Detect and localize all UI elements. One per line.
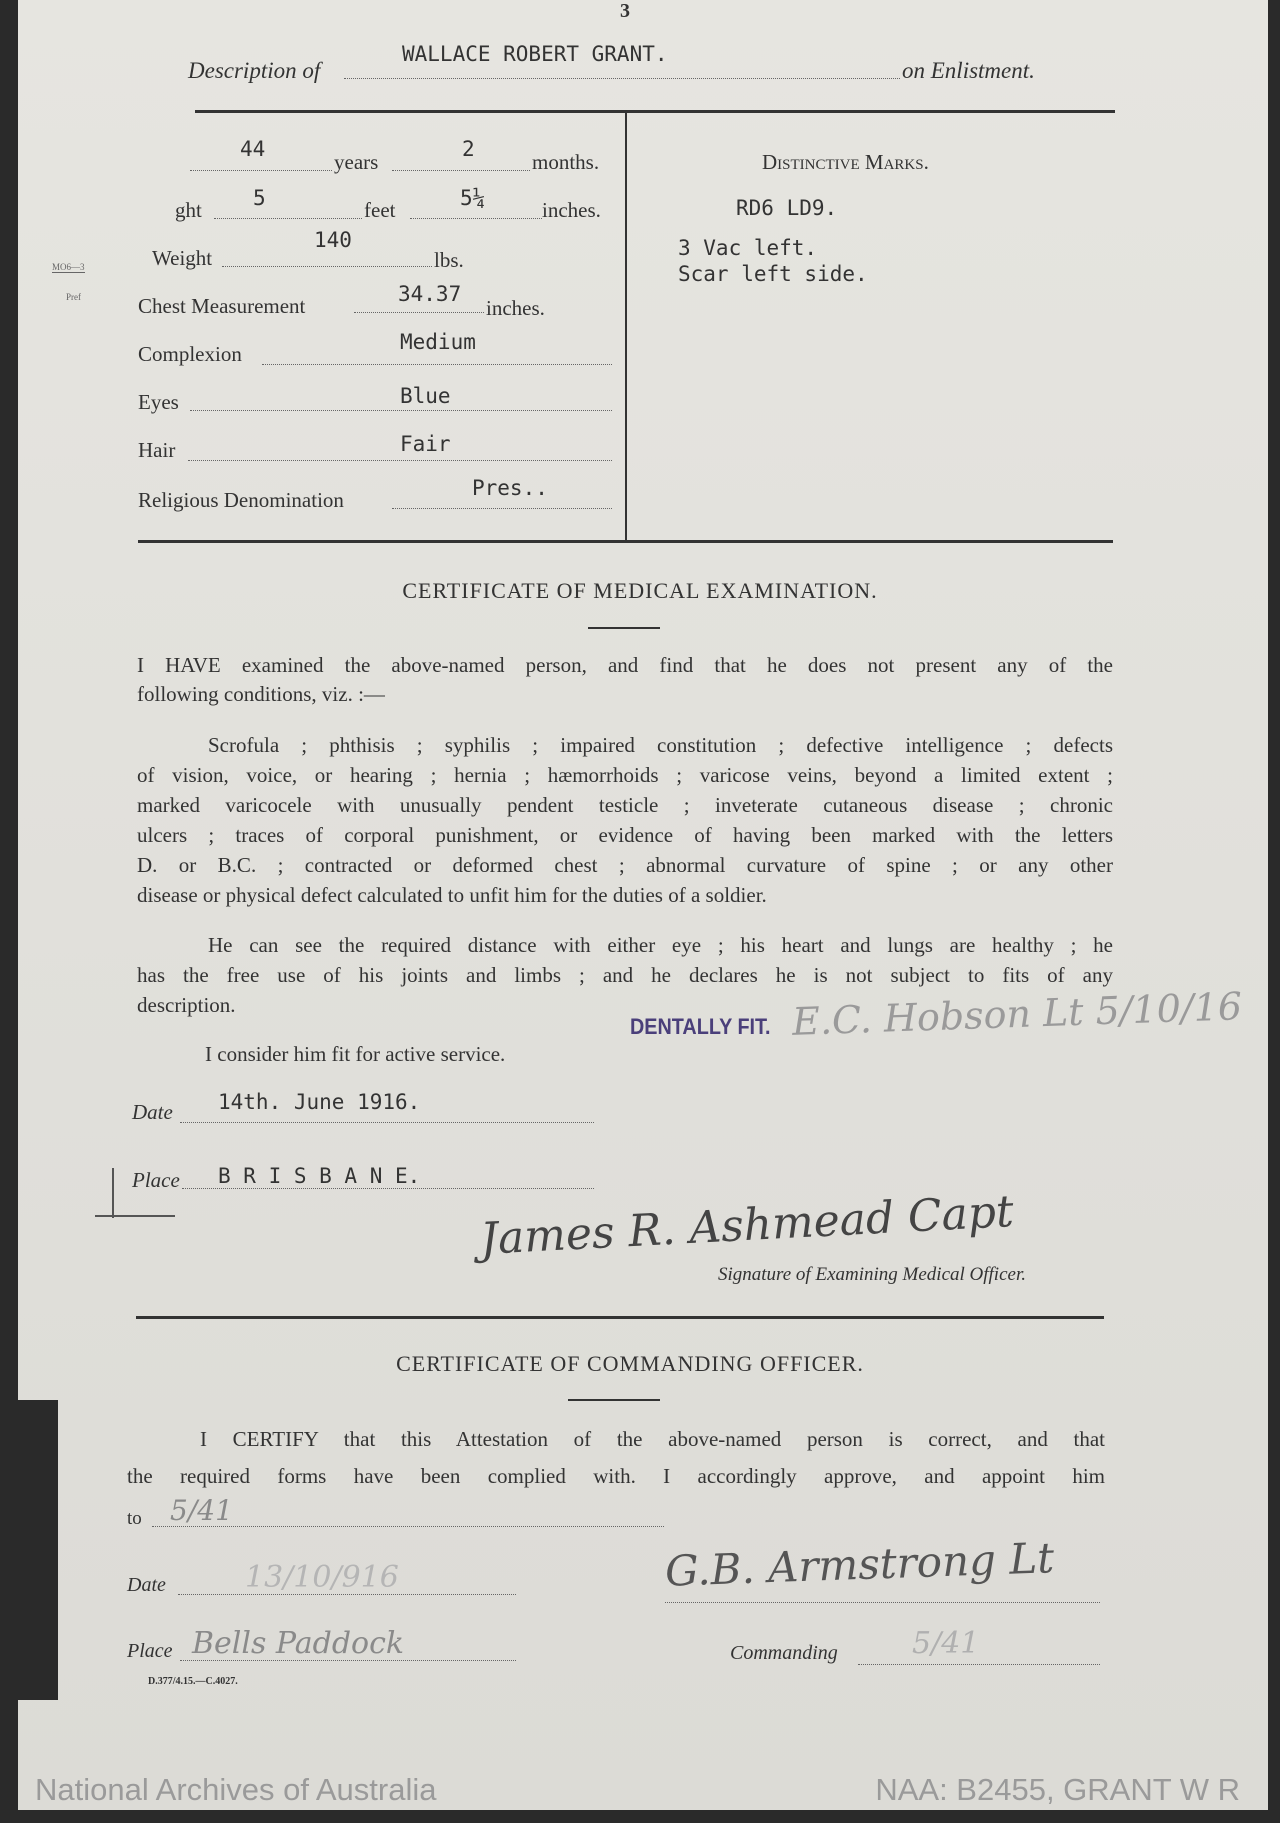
dentally-fit-stamp: DENTALLY FIT. [630,1014,771,1039]
age-years-value: 44 [240,137,266,161]
medical-para3-line3: description. [137,993,236,1017]
co-date-value: 13/10/916 [245,1560,399,1595]
archive-watermark-right: NAA: B2455, GRANT W R [875,1772,1240,1807]
distinctive-marks-heading: Distinctive Marks. [762,150,929,174]
hair-line [188,460,612,461]
medical-para2-line6: disease or physical defect calculated to unfit him for the duties of a soldier. [137,883,767,907]
age-years-line [190,170,332,171]
co-signature-line [665,1602,1100,1603]
co-date-line [178,1594,516,1595]
medical-place-label: Place [132,1168,180,1192]
page-number: 3 [620,0,630,22]
co-place-line [180,1660,516,1661]
medical-para3-line2: has the free use of his joints and limbs ; and he declares he is not subject to fits of any [137,963,1113,987]
soldier-name: WALLACE ROBERT GRANT. [402,42,668,66]
medical-para1-line2: following conditions, viz. :— [137,682,385,706]
medical-para2-line3: marked varicocele with unusually pendent testicle ; inveterate cutaneous disease ; chronic [137,793,1113,817]
medical-para2-line4: ulcers ; traces of corporal punishment, or evidence of having been marked with the letters [137,823,1113,847]
weight-line [222,266,432,267]
form-reference: D.377/4.15.—C.4027. [148,1676,238,1687]
distinctive-marks-line3: Scar left side. [678,262,868,286]
chest-line [354,312,484,313]
medical-para2-line2: of vision, voice, or hearing ; hernia ; hæmorrhoids ; varicose veins, beyond a limited extent ; [137,763,1113,787]
age-months-label: months. [532,150,600,174]
distinctive-marks-line1: RD6 LD9. [736,196,838,220]
hair-value: Fair [400,432,451,456]
appoint-to-line [152,1526,664,1527]
co-date-label: Date [127,1574,166,1596]
co-place-value: Bells Paddock [192,1626,405,1661]
age-months-value: 2 [462,137,475,161]
margin-note-1: MO6—3 [52,262,85,272]
medical-date-value: 14th. June 1916. [218,1090,421,1114]
medical-date-line [180,1122,594,1123]
complexion-value: Medium [400,330,476,354]
medical-para2-line1: Scrofula ; phthisis ; syphilis ; impaired constitution ; defective intelligence ; defects [208,733,1113,757]
height-inches-label: inches. [542,198,601,222]
eyes-line [190,410,612,411]
margin-note-2: Pref [66,292,81,302]
age-years-label: years [334,150,379,174]
commanding-unit-value: 5/41 [912,1626,980,1661]
religion-label: Religious Denomination [138,488,344,512]
column-divider [625,112,627,540]
commanding-para-line1: I CERTIFY that this Attestation of the above-named person is correct, and that [200,1427,1105,1451]
margin-tick-1 [112,1168,114,1218]
fit-statement: I consider him fit for active service. [205,1042,506,1066]
height-feet-line [214,218,362,219]
medical-signature-caption: Signature of Examining Medical Officer. [718,1264,1026,1285]
religion-line [392,508,612,509]
religion-value: Pres.. [472,476,548,500]
commanding-para-line2: the required forms have been complied with. I accordingly approve, and appoint him [127,1464,1105,1488]
height-feet-label: feet [364,198,396,222]
medical-date-label: Date [132,1100,173,1124]
hair-label: Hair [138,438,176,462]
appoint-to-value: 5/41 [170,1494,233,1527]
co-place-label: Place [127,1640,173,1662]
medical-heading-rule [588,627,660,629]
height-inches-value: 5¼ [460,186,486,210]
torn-edge [18,1400,58,1700]
archive-watermark-left: National Archives of Australia [35,1772,437,1807]
medical-para2-line5: D. or B.C. ; contracted or deformed chest ; abnormal curvature of spine ; or any other [137,853,1113,877]
height-inches-line [410,218,542,219]
name-underline [344,78,900,79]
description-label: Description of [188,58,321,83]
medical-officer-signature: James R. Ashmead Capt [479,1186,1015,1265]
commanding-heading-rule [568,1399,660,1401]
chest-value: 34.37 [398,282,462,306]
enlistment-label: on Enlistment. [902,58,1035,83]
height-label: ght [175,198,202,222]
medical-para1-line1: I HAVE examined the above-named person, and find that he does not present any of the [137,653,1113,677]
commanding-heading: CERTIFICATE OF COMMANDING OFFICER. [396,1351,864,1376]
height-feet-value: 5 [253,186,266,210]
commanding-label: Commanding [730,1642,838,1664]
appoint-to-label: to [127,1508,142,1529]
complexion-label: Complexion [138,342,242,366]
weight-unit: lbs. [434,248,464,272]
eyes-label: Eyes [138,390,179,414]
commanding-line [858,1664,1100,1665]
medical-place-value: B R I S B A N E. [218,1164,421,1188]
medical-heading: CERTIFICATE OF MEDICAL EXAMINATION. [402,578,878,603]
margin-tick-2 [95,1215,175,1217]
chest-label: Chest Measurement [138,294,306,318]
medical-para3-line1: He can see the required distance with either eye ; his heart and lungs are healthy ; he [208,933,1113,957]
medical-place-line [182,1188,594,1189]
section-rule-1 [138,540,1113,543]
complexion-line [262,364,612,365]
weight-value: 140 [314,228,352,252]
distinctive-marks-line2: 3 Vac left. [678,236,818,260]
dental-officer-signature: E.C. Hobson Lt 5/10/16 [791,984,1243,1044]
chest-unit: inches. [486,296,545,320]
section-rule-2 [136,1316,1104,1319]
age-months-line [392,170,530,171]
top-rule [195,110,1115,113]
eyes-value: Blue [400,384,451,408]
commanding-officer-signature: G.B. Armstrong Lt [664,1533,1055,1596]
weight-label: Weight [152,246,213,270]
